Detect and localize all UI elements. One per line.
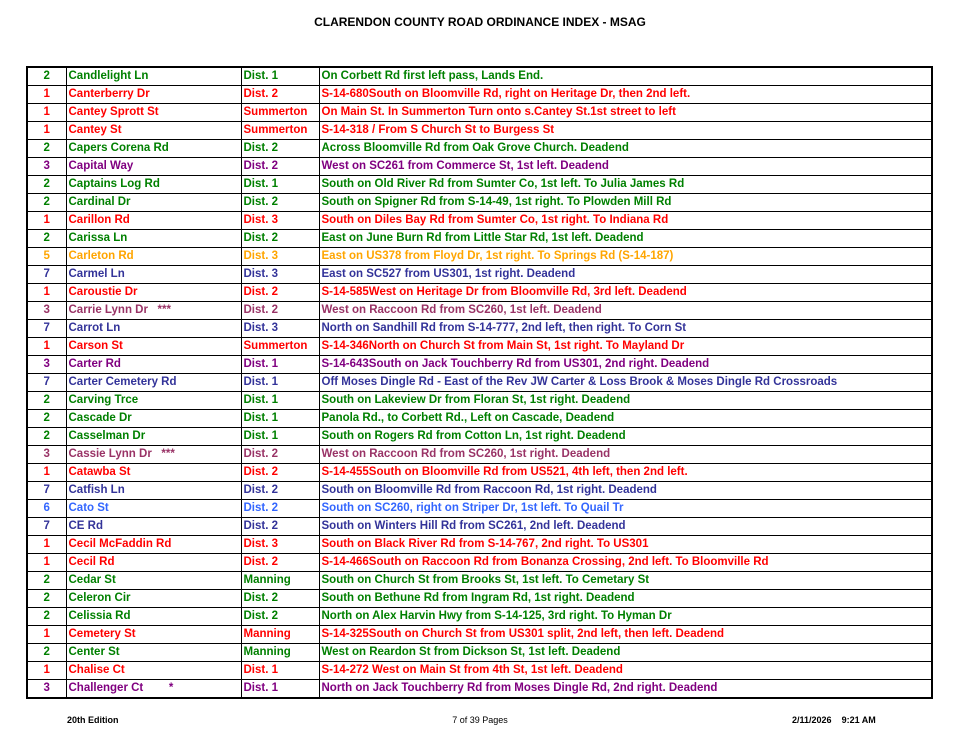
district-cell: Dist. 3 — [241, 212, 319, 230]
table-row — [27, 122, 932, 140]
directions-cell: S-14-272 West on Main St from 4th St, 1st left. Deadend — [319, 662, 932, 680]
directions-cell: South on Black River Rd from S-14-767, 2nd right. To US301 — [319, 536, 932, 554]
district-cell: Dist. 1 — [241, 356, 319, 374]
road-name-cell: Cardinal Dr — [66, 194, 241, 212]
table-row — [27, 194, 932, 212]
road-name-cell: Celeron Cir — [66, 590, 241, 608]
directions-cell: South on Lakeview Dr from Floran St, 1st right. Deadend — [319, 392, 932, 410]
road-name-cell: Carissa Ln — [66, 230, 241, 248]
directions-cell: West on Reardon St from Dickson St, 1st left. Deadend — [319, 644, 932, 662]
road-name-cell: Cemetery St — [66, 626, 241, 644]
district-cell: Dist. 2 — [241, 284, 319, 302]
road-name-cell: Cantey St — [66, 122, 241, 140]
priority-cell: 2 — [27, 67, 66, 86]
priority-cell: 3 — [27, 446, 66, 464]
priority-cell: 1 — [27, 464, 66, 482]
directions-cell: West on Raccoon Rd from SC260, 1st right. Deadend — [319, 446, 932, 464]
priority-cell: 1 — [27, 212, 66, 230]
road-name-cell: Challenger Ct * — [66, 680, 241, 699]
district-cell: Dist. 1 — [241, 428, 319, 446]
priority-cell: 7 — [27, 266, 66, 284]
road-name-cell: Carter Cemetery Rd — [66, 374, 241, 392]
priority-cell: 5 — [27, 248, 66, 266]
district-cell: Manning — [241, 644, 319, 662]
road-name-cell: Carillon Rd — [66, 212, 241, 230]
directions-cell: South on Old River Rd from Sumter Co, 1st left. To Julia James Rd — [319, 176, 932, 194]
table-row — [27, 140, 932, 158]
table-row — [27, 554, 932, 572]
district-cell: Summerton — [241, 122, 319, 140]
table-row — [27, 518, 932, 536]
table-row — [27, 572, 932, 590]
directions-cell: South on Diles Bay Rd from Sumter Co, 1st right. To Indiana Rd — [319, 212, 932, 230]
district-cell: Dist. 1 — [241, 392, 319, 410]
directions-cell: North on Sandhill Rd from S-14-777, 2nd left, then right. To Corn St — [319, 320, 932, 338]
road-name-cell: CE Rd — [66, 518, 241, 536]
table-row — [27, 86, 932, 104]
table-row — [27, 662, 932, 680]
directions-cell: West on SC261 from Commerce St, 1st left. Deadend — [319, 158, 932, 176]
priority-cell: 1 — [27, 86, 66, 104]
district-cell: Dist. 2 — [241, 446, 319, 464]
priority-cell: 3 — [27, 158, 66, 176]
road-name-cell: Carson St — [66, 338, 241, 356]
priority-cell: 2 — [27, 392, 66, 410]
priority-cell: 1 — [27, 284, 66, 302]
road-name-cell: Cato St — [66, 500, 241, 518]
district-cell: Manning — [241, 572, 319, 590]
priority-cell: 6 — [27, 500, 66, 518]
district-cell: Summerton — [241, 338, 319, 356]
road-name-cell: Catawba St — [66, 464, 241, 482]
priority-cell: 2 — [27, 140, 66, 158]
priority-cell: 2 — [27, 644, 66, 662]
road-name-cell: Carving Trce — [66, 392, 241, 410]
directions-cell: East on June Burn Rd from Little Star Rd, 1st left. Deadend — [319, 230, 932, 248]
road-name-cell: Cedar St — [66, 572, 241, 590]
road-name-cell: Carrie Lynn Dr *** — [66, 302, 241, 320]
table-row — [27, 338, 932, 356]
priority-cell: 1 — [27, 338, 66, 356]
priority-cell: 2 — [27, 428, 66, 446]
district-cell: Manning — [241, 626, 319, 644]
directions-cell: South on Church St from Brooks St, 1st left. To Cemetary St — [319, 572, 932, 590]
district-cell: Dist. 3 — [241, 266, 319, 284]
edition-label: 20th Edition — [67, 715, 119, 725]
directions-cell: North on Jack Touchberry Rd from Moses Dingle Rd, 2nd right. Deadend — [319, 680, 932, 699]
district-cell: Dist. 2 — [241, 86, 319, 104]
road-name-cell: Carrot Ln — [66, 320, 241, 338]
directions-cell: East on SC527 from US301, 1st right. Deadend — [319, 266, 932, 284]
district-cell: Dist. 2 — [241, 590, 319, 608]
district-cell: Dist. 2 — [241, 158, 319, 176]
table-row — [27, 500, 932, 518]
print-timestamp — [792, 715, 876, 725]
directions-cell: South on Bethune Rd from Ingram Rd, 1st right. Deadend — [319, 590, 932, 608]
directions-cell: South on Spigner Rd from S-14-49, 1st right. To Plowden Mill Rd — [319, 194, 932, 212]
directions-cell: S-14-318 / From S Church St to Burgess St — [319, 122, 932, 140]
priority-cell: 2 — [27, 590, 66, 608]
priority-cell: 1 — [27, 554, 66, 572]
district-cell: Dist. 1 — [241, 176, 319, 194]
district-cell: Dist. 2 — [241, 500, 319, 518]
priority-cell: 1 — [27, 536, 66, 554]
directions-cell: S-14-643South on Jack Touchberry Rd from US301, 2nd right. Deadend — [319, 356, 932, 374]
table-row — [27, 302, 932, 320]
table-row — [27, 266, 932, 284]
table-row — [27, 482, 932, 500]
page-count: 7 of 39 Pages — [452, 715, 508, 725]
district-cell: Dist. 2 — [241, 608, 319, 626]
district-cell: Dist. 2 — [241, 230, 319, 248]
table-row — [27, 464, 932, 482]
road-name-cell: Cecil McFaddin Rd — [66, 536, 241, 554]
priority-cell: 1 — [27, 626, 66, 644]
table-row — [27, 410, 932, 428]
priority-cell: 7 — [27, 320, 66, 338]
district-cell: Dist. 1 — [241, 374, 319, 392]
district-cell: Dist. 2 — [241, 194, 319, 212]
directions-cell: South on SC260, right on Striper Dr, 1st left. To Quail Tr — [319, 500, 932, 518]
road-name-cell: Captains Log Rd — [66, 176, 241, 194]
print-time: 9:21 AM — [841, 715, 876, 725]
table-row — [27, 356, 932, 374]
table-row — [27, 67, 932, 86]
directions-cell: Off Moses Dingle Rd - East of the Rev JW Carter & Loss Brook & Moses Dingle Rd Crossroads — [319, 374, 932, 392]
road-name-cell: Cantey Sprott St — [66, 104, 241, 122]
district-cell: Dist. 2 — [241, 482, 319, 500]
priority-cell: 2 — [27, 608, 66, 626]
table-row — [27, 626, 932, 644]
directions-cell: Panola Rd., to Corbett Rd., Left on Cascade, Deadend — [319, 410, 932, 428]
priority-cell: 2 — [27, 194, 66, 212]
priority-cell: 7 — [27, 518, 66, 536]
table-row — [27, 536, 932, 554]
road-name-cell: Cascade Dr — [66, 410, 241, 428]
road-name-cell: Catfish Ln — [66, 482, 241, 500]
directions-cell: South on Winters Hill Rd from SC261, 2nd left. Deadend — [319, 518, 932, 536]
priority-cell: 2 — [27, 230, 66, 248]
table-row — [27, 680, 932, 699]
road-name-cell: Canterberry Dr — [66, 86, 241, 104]
road-name-cell: Carter Rd — [66, 356, 241, 374]
district-cell: Dist. 2 — [241, 518, 319, 536]
directions-cell: S-14-346North on Church St from Main St, 1st right. To Mayland Dr — [319, 338, 932, 356]
road-name-cell: Cecil Rd — [66, 554, 241, 572]
table-row — [27, 428, 932, 446]
road-name-cell: Caroustie Dr — [66, 284, 241, 302]
print-date: 2/11/2026 — [792, 715, 832, 725]
district-cell: Dist. 2 — [241, 464, 319, 482]
directions-cell: On Main St. In Summerton Turn onto s.Cantey St.1st street to left — [319, 104, 932, 122]
directions-cell: S-14-466South on Raccoon Rd from Bonanza Crossing, 2nd left. To Bloomville Rd — [319, 554, 932, 572]
priority-cell: 3 — [27, 680, 66, 699]
road-name-cell: Center St — [66, 644, 241, 662]
directions-cell: Across Bloomville Rd from Oak Grove Church. Deadend — [319, 140, 932, 158]
table-row — [27, 158, 932, 176]
road-name-cell: Carmel Ln — [66, 266, 241, 284]
district-cell: Dist. 2 — [241, 554, 319, 572]
table-row — [27, 320, 932, 338]
district-cell: Dist. 3 — [241, 248, 319, 266]
road-name-cell: Casselman Dr — [66, 428, 241, 446]
priority-cell: 1 — [27, 104, 66, 122]
road-index-table — [26, 66, 933, 699]
priority-cell: 2 — [27, 410, 66, 428]
directions-cell: East on US378 from Floyd Dr, 1st right. To Springs Rd (S-14-187) — [319, 248, 932, 266]
district-cell: Summerton — [241, 104, 319, 122]
table-row — [27, 446, 932, 464]
table-row — [27, 104, 932, 122]
table-row — [27, 608, 932, 626]
road-name-cell: Candlelight Ln — [66, 67, 241, 86]
table-row — [27, 644, 932, 662]
table-row — [27, 284, 932, 302]
directions-cell: South on Rogers Rd from Cotton Ln, 1st right. Deadend — [319, 428, 932, 446]
road-name-cell: Carleton Rd — [66, 248, 241, 266]
directions-cell: S-14-455South on Bloomville Rd from US521, 4th left, then 2nd left. — [319, 464, 932, 482]
table-row — [27, 590, 932, 608]
road-name-cell: Celissia Rd — [66, 608, 241, 626]
road-name-cell: Cassie Lynn Dr *** — [66, 446, 241, 464]
table-row — [27, 392, 932, 410]
priority-cell: 1 — [27, 122, 66, 140]
directions-cell: South on Bloomville Rd from Raccoon Rd, 1st right. Deadend — [319, 482, 932, 500]
table-row — [27, 230, 932, 248]
district-cell: Dist. 3 — [241, 320, 319, 338]
district-cell: Dist. 2 — [241, 140, 319, 158]
priority-cell: 1 — [27, 662, 66, 680]
district-cell: Dist. 1 — [241, 662, 319, 680]
district-cell: Dist. 1 — [241, 680, 319, 699]
directions-cell: S-14-585West on Heritage Dr from Bloomville Rd, 3rd left. Deadend — [319, 284, 932, 302]
directions-cell: West on Raccoon Rd from SC260, 1st left. Deadend — [319, 302, 932, 320]
table-row — [27, 248, 932, 266]
district-cell: Dist. 3 — [241, 536, 319, 554]
priority-cell: 3 — [27, 356, 66, 374]
priority-cell: 3 — [27, 302, 66, 320]
district-cell: Dist. 2 — [241, 302, 319, 320]
directions-cell: North on Alex Harvin Hwy from S-14-125, 3rd right. To Hyman Dr — [319, 608, 932, 626]
road-name-cell: Chalise Ct — [66, 662, 241, 680]
table-row — [27, 212, 932, 230]
priority-cell: 2 — [27, 572, 66, 590]
page-title: CLARENDON COUNTY ROAD ORDINANCE INDEX - MSAG — [314, 15, 646, 29]
district-cell: Dist. 1 — [241, 410, 319, 428]
directions-cell: S-14-680South on Bloomville Rd, right on Heritage Dr, then 2nd left. — [319, 86, 932, 104]
directions-cell: On Corbett Rd first left pass, Lands End. — [319, 67, 932, 86]
priority-cell: 2 — [27, 176, 66, 194]
directions-cell: S-14-325South on Church St from US301 split, 2nd left, then left. Deadend — [319, 626, 932, 644]
priority-cell: 7 — [27, 482, 66, 500]
road-name-cell: Capers Corena Rd — [66, 140, 241, 158]
priority-cell: 7 — [27, 374, 66, 392]
district-cell: Dist. 1 — [241, 67, 319, 86]
table-row — [27, 374, 932, 392]
table-row — [27, 176, 932, 194]
road-name-cell: Capital Way — [66, 158, 241, 176]
